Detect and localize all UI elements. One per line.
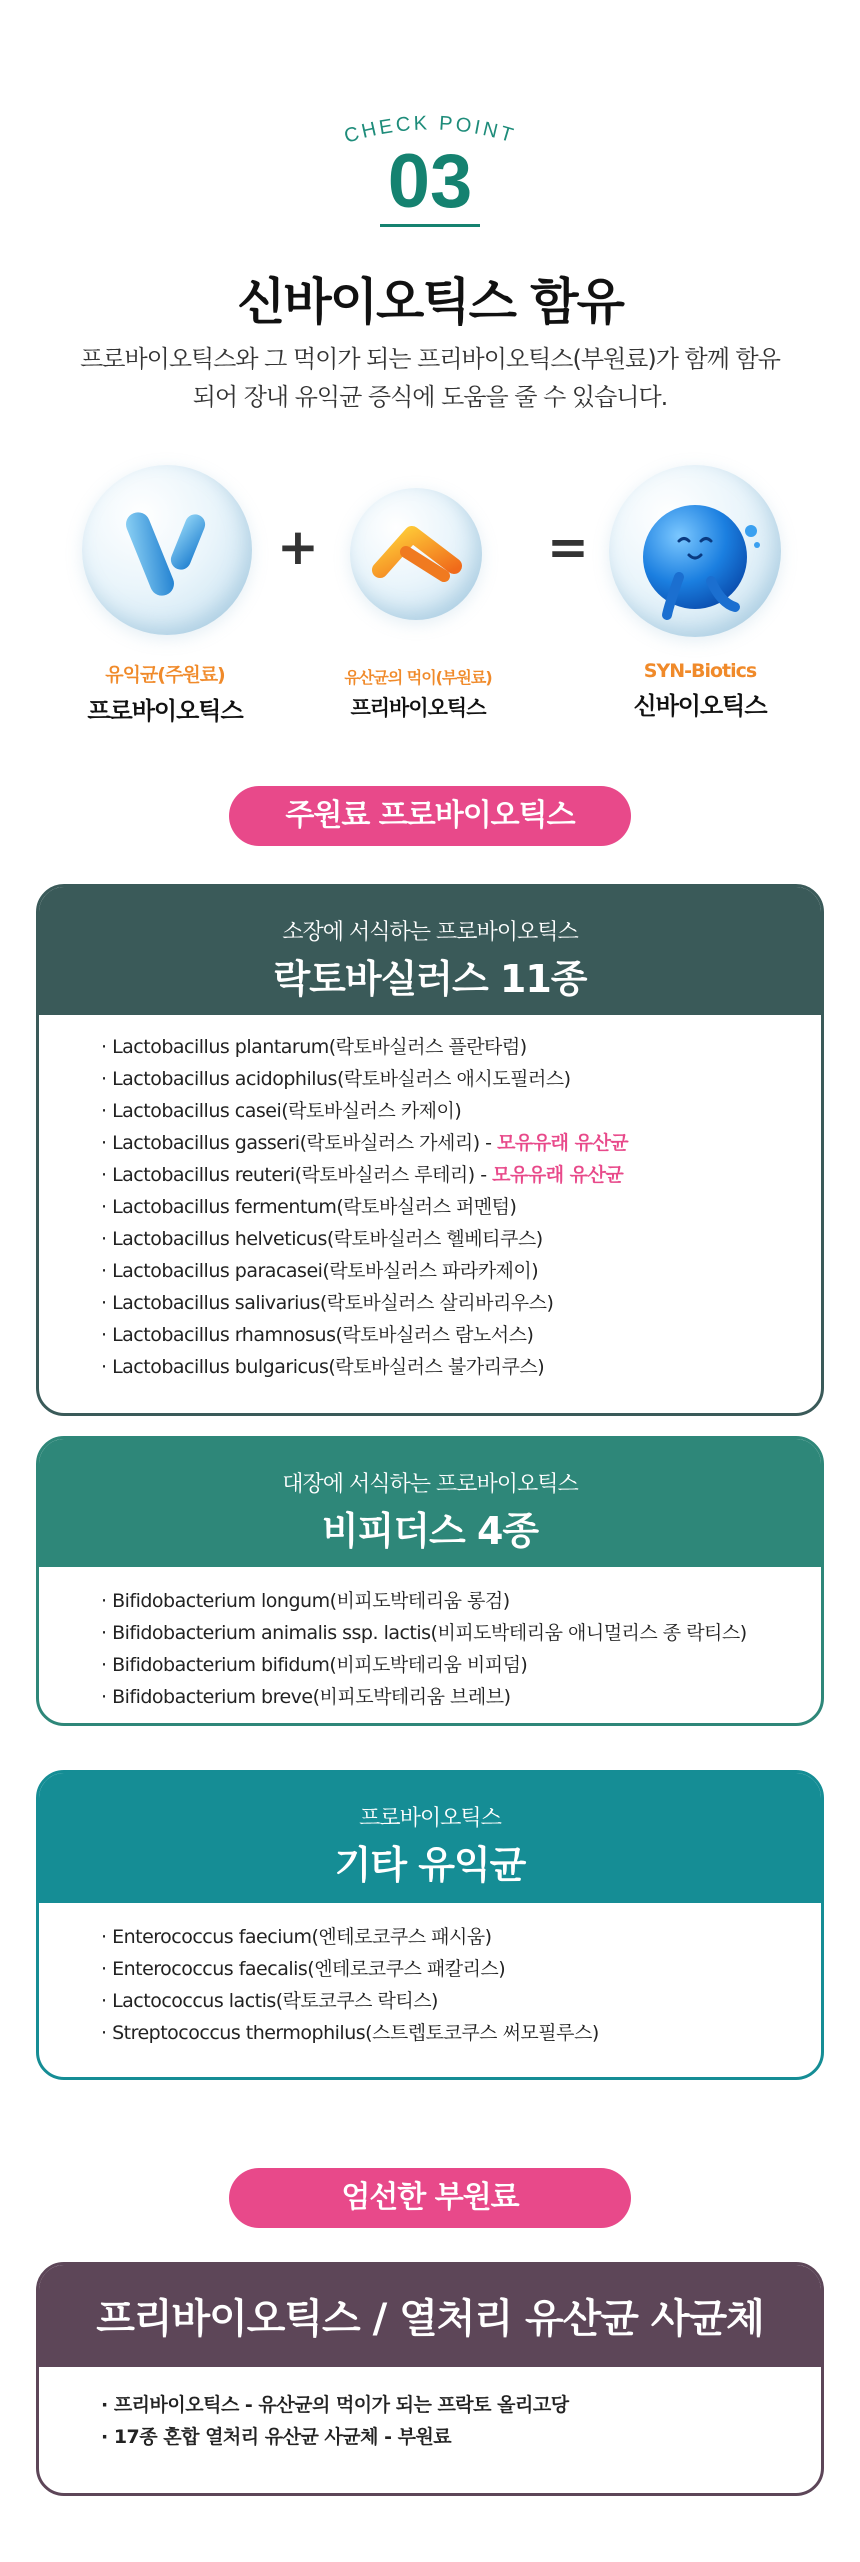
equals-sign: = — [547, 518, 589, 576]
card-title: 기타 유익균 — [334, 1843, 526, 1887]
card-list — [39, 1903, 821, 2049]
breast-milk-note: 모유유래 유산균 — [492, 1164, 624, 1186]
checkpoint-label: CHECK POINT — [341, 112, 519, 142]
list-item: · Lactobacillus acidophilus(락토바실러스 애시도필러스) — [101, 1068, 571, 1090]
list-item: · Lactobacillus reuteri(락토바실러스 루테리) - 모유유래 유산균 — [101, 1164, 624, 1186]
card-subtitle: 소장에 서식하는 프로바이오틱스 — [282, 920, 578, 945]
list-item: · 17종 혼합 열처리 유산균 사균체 - 부원료 — [101, 2426, 452, 2448]
list-item: · Lactococcus lactis(락토코쿠스 락티스) — [101, 1990, 438, 2012]
card-title: 락토바실러스 11종 — [273, 957, 587, 1001]
list-item: · Bifidobacterium animalis ssp. lactis(비피도박테리움 애니멀리스 종 락티스) — [101, 1622, 747, 1644]
checkpoint-header — [0, 112, 860, 227]
caption-sub: SYN-Biotics — [643, 660, 757, 682]
card-subtitle: 프로바이오틱스 — [359, 1806, 501, 1831]
checkpoint-label-arc — [330, 112, 530, 142]
breast-milk-note: 모유유래 유산균 — [497, 1132, 629, 1154]
card-header — [39, 2265, 821, 2367]
list-item: · Lactobacillus plantarum(락토바실러스 플란타럼) — [101, 1036, 527, 1058]
synbiotic-blob-icon — [609, 465, 781, 637]
sub-ingredient-pill: 엄선한 부원료 — [229, 2168, 631, 2228]
card-header — [39, 1439, 821, 1567]
list-item: · Lactobacillus bulgaricus(락토바실러스 불가리쿠스) — [101, 1356, 545, 1378]
list-item: · Bifidobacterium bifidum(비피도박테리움 비피덤) — [101, 1654, 528, 1676]
list-item: · Lactobacillus salivarius(락토바실러스 살리바리우스) — [101, 1292, 554, 1314]
list-item: · Bifidobacterium longum(비피도박테리움 롱검) — [101, 1590, 510, 1612]
caption-main: 프로바이오틱스 — [87, 697, 243, 725]
caption-main: 프리바이오틱스 — [350, 696, 486, 720]
card-list — [39, 1567, 821, 1713]
card-list — [39, 1015, 821, 1383]
list-item: · Lactobacillus gasseri(락토바실러스 가세리) - 모유유래 유산균 — [101, 1132, 629, 1154]
lactobacillus-card — [36, 884, 824, 1416]
caption-prebiotics — [318, 665, 518, 722]
page-title: 신바이오틱스 함유 — [237, 273, 623, 331]
list-item: · Enterococcus faecium(엔테로코쿠스 패시움) — [101, 1926, 492, 1948]
card-title: 프리바이오틱스 / 열처리 유산균 사균체 — [96, 2296, 764, 2342]
list-item: · Streptococcus thermophilus(스트렙토코쿠스 써모필루스) — [101, 2022, 599, 2044]
caption-main: 신바이오틱스 — [633, 692, 767, 720]
list-item: · Lactobacillus helveticus(락토바실러스 헬베티쿠스) — [101, 1228, 543, 1250]
list-item: · Lactobacillus paracasei(락토바실러스 파라카제이) — [101, 1260, 539, 1282]
prebiotics-card — [36, 2262, 824, 2496]
svg-text:CHECK POINT — [342, 112, 519, 142]
list-item: · Lactobacillus fermentum(락토바실러스 퍼멘텀) — [101, 1196, 517, 1218]
caption-sub: 유산균의 먹이(부원료) — [344, 668, 492, 687]
list-item: · Enterococcus faecalis(엔테로코쿠스 패칼리스) — [101, 1958, 506, 1980]
prebiotic-chain-icon — [350, 488, 482, 620]
checkpoint-underline — [380, 224, 480, 227]
prebiotic-orb — [350, 488, 482, 620]
card-list — [39, 2367, 821, 2453]
card-header — [39, 887, 821, 1015]
caption-probiotics — [60, 660, 270, 726]
main-ingredient-pill: 주원료 프로바이오틱스 — [229, 786, 631, 846]
list-item: · Lactobacillus rhamnosus(락토바실러스 람노서스) — [101, 1324, 534, 1346]
probiotic-rods-icon — [82, 465, 252, 635]
synbiotic-orb — [609, 465, 781, 637]
card-subtitle: 대장에 서식하는 프로바이오틱스 — [282, 1472, 578, 1497]
card-title: 비피더스 4종 — [321, 1509, 539, 1553]
list-item: · Lactobacillus casei(락토바실러스 카제이) — [101, 1100, 462, 1122]
probiotic-orb — [82, 465, 252, 635]
plus-sign: + — [277, 518, 319, 576]
other-beneficial-card — [36, 1770, 824, 2080]
list-item: · 프리바이오틱스 - 유산균의 먹이가 되는 프락토 올리고당 — [101, 2394, 569, 2416]
synbiotics-equation — [0, 460, 860, 730]
card-header — [39, 1773, 821, 1903]
checkpoint-number: 03 — [387, 139, 473, 224]
list-item: · Bifidobacterium breve(비피도박테리움 브레브) — [101, 1686, 511, 1708]
caption-sub: 유익균(주원료) — [105, 664, 225, 686]
bifidus-card — [36, 1436, 824, 1726]
page-description: 프로바이오틱스와 그 먹이가 되는 프리바이오틱스(부원료)가 함께 함유되어 장내 유익균 증식에 도움을 줄 수 있습니다. — [80, 345, 780, 411]
caption-synbiotics — [595, 660, 805, 721]
